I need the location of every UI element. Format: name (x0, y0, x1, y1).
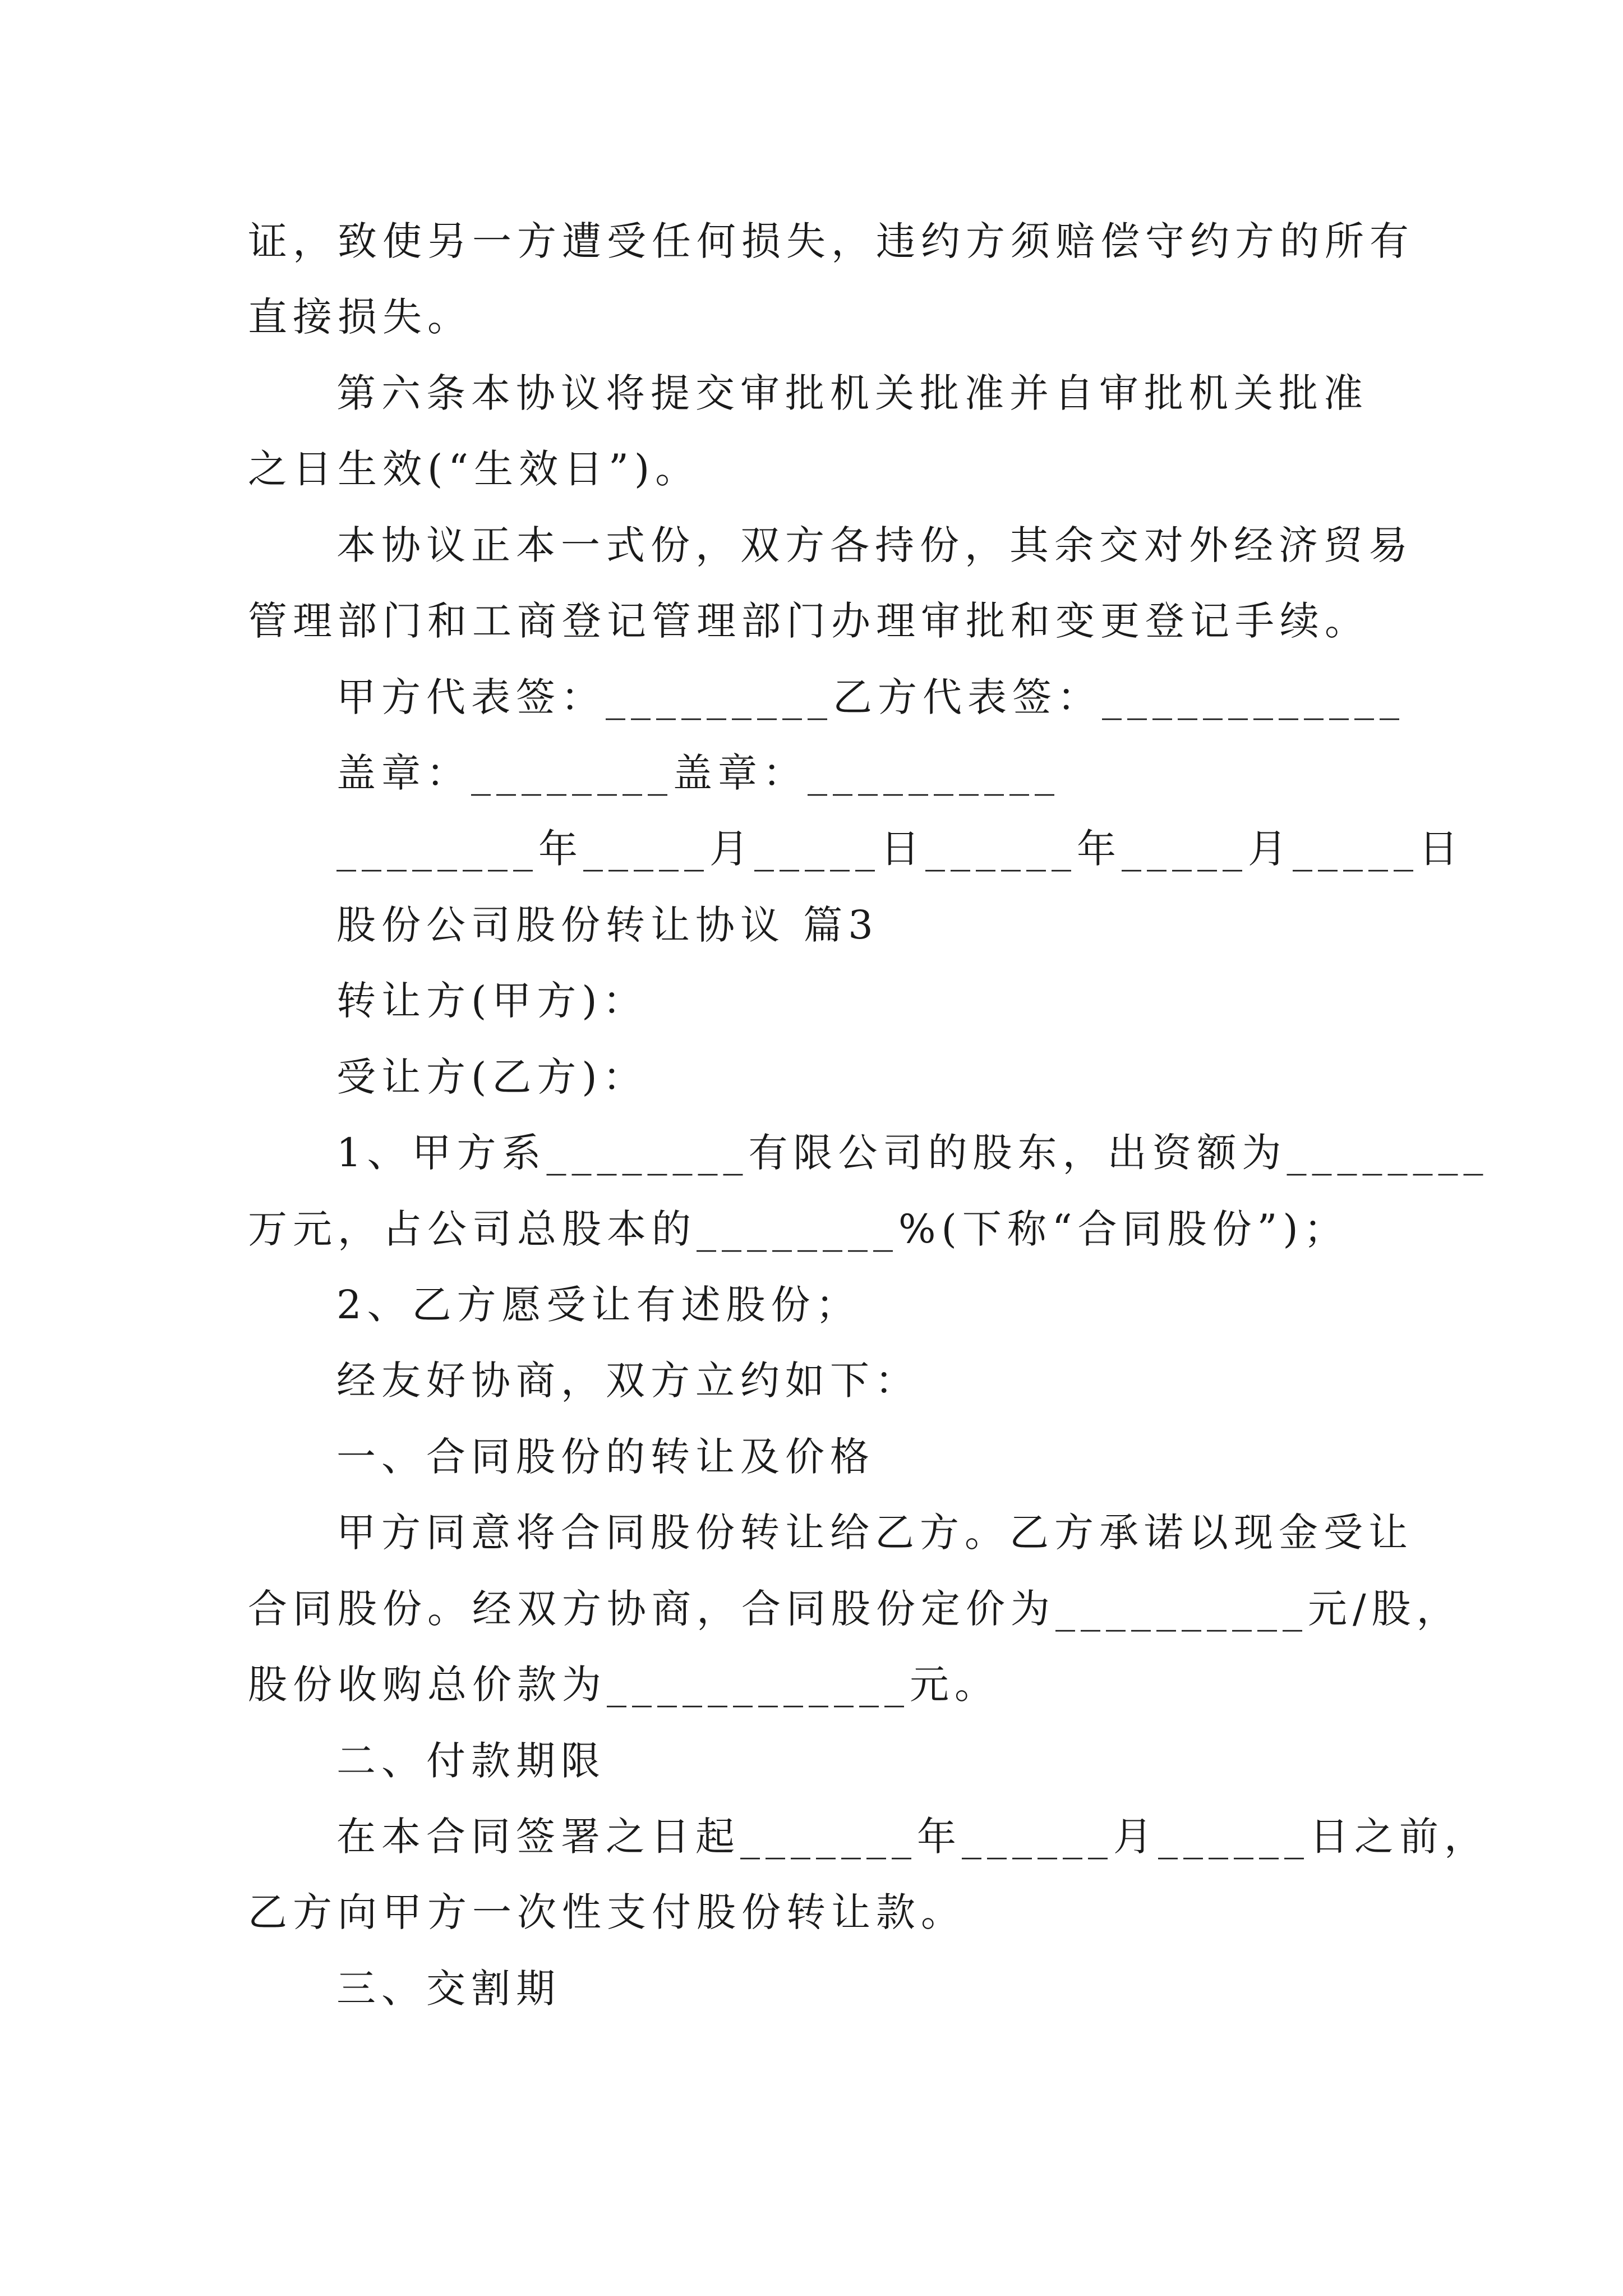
text-line: 之日生效(“生效日”)。 (248, 446, 700, 492)
text-line: 转让方(甲方)： (336, 978, 648, 1024)
text-line: 直接损失。 (248, 294, 472, 340)
text-line: 证，致使另一方遭受任何损失，违约方须赔偿守约方的所有 (248, 218, 1414, 264)
text-line: 本协议正本一式份，双方各持份，其余交对外经济贸易 (336, 522, 1413, 568)
text-line: 甲方同意将合同股份转让给乙方。乙方承诺以现金受让 (336, 1510, 1413, 1556)
text-line: 受让方(乙方)： (336, 1054, 648, 1100)
text-line: 管理部门和工商登记管理部门办理审批和变更登记手续。 (248, 598, 1370, 644)
text-line: 股份收购总价款为____________元。 (248, 1662, 999, 1708)
signature-line: 甲方代表签：_________乙方代表签：____________ (336, 674, 1405, 720)
seal-line: 盖章：________盖章：__________ (336, 750, 1060, 796)
text-line: 万元，占公司总股本的________%(下称“合同股份”)； (248, 1206, 1349, 1252)
text-line: 合同股份。经双方协商，合同股份定价为__________元/股， (248, 1586, 1461, 1632)
text-line: 2、乙方愿受让有述股份； (336, 1282, 861, 1328)
section-title: 股份公司股份转让协议 篇3 (336, 902, 879, 948)
section-heading: 一、合同股份的转让及价格 (336, 1434, 875, 1480)
section-heading: 二、付款期限 (336, 1738, 606, 1784)
text-line: 1、甲方系________有限公司的股东，出资额为________ (336, 1130, 1489, 1176)
date-line: ________年_____月_____日______年_____月_____日 (336, 826, 1464, 872)
text-line: 经友好协商，双方立约如下： (336, 1358, 920, 1404)
text-line: 在本合同签署之日起_______年______月______日之前， (336, 1814, 1489, 1860)
text-line: 第六条本协议将提交审批机关批准并自审批机关批准 (336, 370, 1368, 416)
text-line: 乙方向甲方一次性支付股份转让款。 (248, 1889, 966, 1935)
section-heading: 三、交割期 (336, 1966, 561, 2012)
